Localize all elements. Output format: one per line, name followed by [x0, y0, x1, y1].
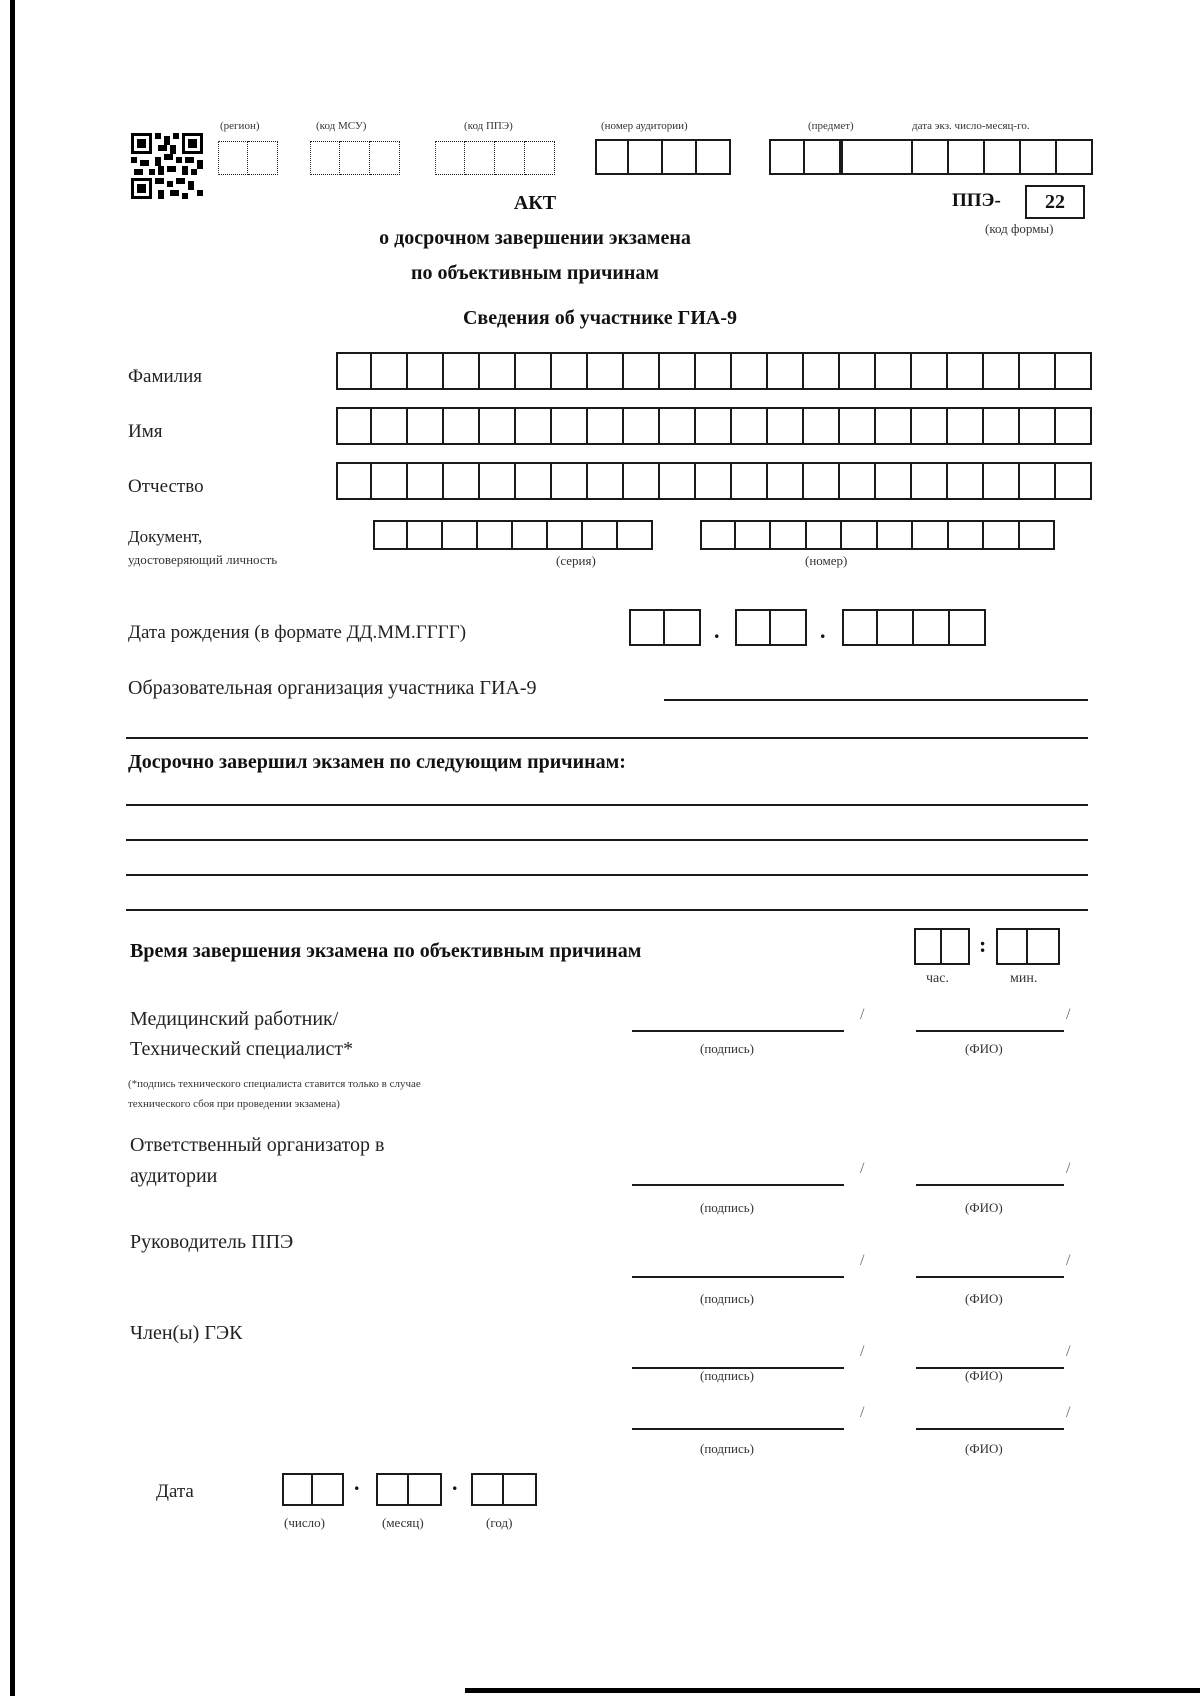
form-code-box: 22 [1025, 185, 1085, 219]
ppe-cell[interactable] [465, 141, 495, 175]
head-label: Руководитель ППЭ [130, 1231, 294, 1253]
medic-label: Медицинский работник/ [130, 1008, 339, 1030]
signature-caption: (подпись) [700, 1291, 754, 1306]
series-cell[interactable] [373, 520, 408, 550]
birth-year-cell[interactable] [842, 609, 878, 646]
letter-cell[interactable] [984, 407, 1020, 445]
auditorium-cell[interactable] [663, 139, 697, 175]
birth-month-boxes [735, 609, 807, 646]
letter-cell[interactable] [480, 352, 516, 390]
date-year-cell[interactable] [471, 1473, 504, 1506]
letter-cell[interactable] [588, 407, 624, 445]
series-cell[interactable] [583, 520, 618, 550]
signature-caption: (подпись) [700, 1041, 754, 1056]
hours-caption: час. [926, 971, 949, 986]
series-caption: (серия) [556, 553, 596, 568]
birth-month-cell[interactable] [771, 609, 807, 646]
date-label: Дата [156, 1481, 194, 1502]
fio-caption: (ФИО) [965, 1441, 1003, 1456]
number-cell[interactable] [842, 520, 878, 550]
letter-cell[interactable] [876, 462, 912, 500]
letter-cell[interactable] [552, 462, 588, 500]
letter-cell[interactable] [696, 352, 732, 390]
exam-date-cell[interactable] [949, 139, 985, 175]
letter-cell[interactable] [804, 407, 840, 445]
birth-date-dot: . [820, 618, 826, 643]
minutes-cell[interactable] [996, 928, 1028, 965]
auditorium-cell[interactable] [595, 139, 629, 175]
gek-label: Член(ы) ГЭК [130, 1322, 243, 1344]
auditorium-cell[interactable] [629, 139, 663, 175]
subject-cell[interactable] [769, 139, 805, 175]
hours-cell[interactable] [914, 928, 942, 965]
act-subtitle-2: по объективным причинам [410, 262, 660, 284]
letter-cell[interactable] [408, 462, 444, 500]
letter-cell[interactable] [336, 352, 372, 390]
subject-label: (предмет) [808, 120, 854, 132]
signature-caption: (подпись) [700, 1368, 754, 1383]
letter-cell[interactable] [696, 407, 732, 445]
scan-border-bottom [465, 1688, 1200, 1693]
letter-cell[interactable] [1056, 462, 1092, 500]
letter-cell[interactable] [984, 462, 1020, 500]
birthdate-label: Дата рождения (в формате ДД.ММ.ГГГГ) [128, 622, 467, 643]
slash: / [1066, 1404, 1071, 1421]
date-month-boxes [376, 1473, 442, 1506]
slash: / [860, 1404, 865, 1421]
year-caption: (год) [486, 1515, 513, 1530]
letter-cell[interactable] [876, 352, 912, 390]
letter-cell[interactable] [840, 462, 876, 500]
auditorium-cell[interactable] [697, 139, 731, 175]
patronymic-boxes [336, 462, 1092, 500]
date-dot: . [354, 1470, 360, 1495]
signature-caption: (подпись) [700, 1441, 754, 1456]
number-cell[interactable] [913, 520, 949, 550]
org-line[interactable] [664, 699, 1088, 701]
region-label: (регион) [220, 120, 260, 132]
patronymic-label: Отчество [128, 476, 204, 497]
time-separator: : [979, 932, 987, 957]
month-caption: (месяц) [382, 1515, 424, 1530]
exam-date-cell[interactable] [985, 139, 1021, 175]
organizer-signature-line[interactable] [632, 1184, 844, 1186]
number-cell[interactable] [807, 520, 843, 550]
birth-year-cell[interactable] [878, 609, 914, 646]
letter-cell[interactable] [768, 462, 804, 500]
series-cell[interactable] [618, 520, 653, 550]
date-dot: . [452, 1470, 458, 1495]
series-cell[interactable] [443, 520, 478, 550]
signature-caption: (подпись) [700, 1200, 754, 1215]
date-month-cell[interactable] [409, 1473, 442, 1506]
letter-cell[interactable] [840, 407, 876, 445]
letter-cell[interactable] [336, 407, 372, 445]
participant-section-title: Сведения об участнике ГИА-9 [462, 307, 738, 329]
act-title: АКТ [513, 192, 557, 214]
letter-cell[interactable] [480, 462, 516, 500]
date-year-cell[interactable] [504, 1473, 537, 1506]
head-fio-line[interactable] [916, 1276, 1064, 1278]
msu-code-boxes [310, 141, 400, 175]
region-cell[interactable] [218, 141, 248, 175]
minutes-caption: мин. [1010, 971, 1038, 986]
subject-cell[interactable] [805, 139, 841, 175]
organizer-label-2: аудитории [130, 1165, 218, 1187]
organizer-fio-line[interactable] [916, 1184, 1064, 1186]
letter-cell[interactable] [1020, 407, 1056, 445]
date-day-cell[interactable] [282, 1473, 313, 1506]
letter-cell[interactable] [516, 462, 552, 500]
exam-date-cell[interactable] [1021, 139, 1057, 175]
number-cell[interactable] [736, 520, 772, 550]
birth-date-dot: . [714, 618, 720, 643]
letter-cell[interactable] [948, 462, 984, 500]
medic-fio-line[interactable] [916, 1030, 1064, 1032]
letter-cell[interactable] [912, 462, 948, 500]
letter-cell[interactable] [948, 407, 984, 445]
letter-cell[interactable] [624, 352, 660, 390]
letter-cell[interactable] [732, 407, 768, 445]
letter-cell[interactable] [624, 462, 660, 500]
letter-cell[interactable] [768, 352, 804, 390]
slash: / [1066, 1006, 1071, 1023]
hours-boxes [914, 928, 970, 965]
ppe-cell[interactable] [435, 141, 465, 175]
letter-cell[interactable] [1020, 462, 1056, 500]
birth-year-boxes [842, 609, 986, 646]
date-day-boxes [282, 1473, 344, 1506]
minutes-boxes [996, 928, 1060, 965]
form-code-caption: (код формы) [985, 221, 1054, 236]
letter-cell[interactable] [516, 352, 552, 390]
msu-cell[interactable] [370, 141, 400, 175]
form-code-prefix: ППЭ- [952, 190, 1001, 211]
gek-signature-line-2[interactable] [632, 1428, 844, 1430]
birth-month-cell[interactable] [735, 609, 771, 646]
date-month-cell[interactable] [376, 1473, 409, 1506]
birth-year-cell[interactable] [914, 609, 950, 646]
slash: / [860, 1343, 865, 1360]
number-caption: (номер) [805, 553, 848, 568]
fio-caption: (ФИО) [965, 1200, 1003, 1215]
exam-date-cell[interactable] [913, 139, 949, 175]
minutes-cell[interactable] [1028, 928, 1060, 965]
exam-date-boxes [841, 139, 1093, 175]
letter-cell[interactable] [660, 352, 696, 390]
head-signature-line[interactable] [632, 1276, 844, 1278]
surname-label: Фамилия [128, 366, 203, 387]
slash: / [1066, 1252, 1071, 1269]
slash: / [1066, 1343, 1071, 1360]
birth-day-cell[interactable] [629, 609, 665, 646]
document-label: Документ, [128, 527, 203, 546]
letter-cell[interactable] [372, 352, 408, 390]
surname-boxes [336, 352, 1092, 390]
region-cell[interactable] [248, 141, 278, 175]
technician-label: Технический специалист* [130, 1038, 354, 1060]
slash: / [860, 1160, 865, 1177]
letter-cell[interactable] [444, 352, 480, 390]
letter-cell[interactable] [732, 462, 768, 500]
letter-cell[interactable] [516, 407, 552, 445]
birth-day-cell[interactable] [665, 609, 701, 646]
ppe-code-label: (код ППЭ) [464, 120, 513, 132]
time-heading: Время завершения экзамена по объективным причинам [130, 940, 642, 962]
number-cell[interactable] [700, 520, 736, 550]
letter-cell[interactable] [408, 352, 444, 390]
letter-cell[interactable] [444, 462, 480, 500]
number-cell[interactable] [949, 520, 985, 550]
auditorium-label: (номер аудитории) [601, 120, 688, 132]
letter-cell[interactable] [480, 407, 516, 445]
letter-cell[interactable] [624, 407, 660, 445]
number-cell[interactable] [1020, 520, 1056, 550]
letter-cell[interactable] [876, 407, 912, 445]
reason-line[interactable] [126, 874, 1088, 876]
letter-cell[interactable] [588, 462, 624, 500]
fio-caption: (ФИО) [965, 1368, 1003, 1383]
document-label-sub: удостоверяющий личность [128, 552, 278, 567]
series-cell[interactable] [548, 520, 583, 550]
hours-cell[interactable] [942, 928, 970, 965]
letter-cell[interactable] [912, 407, 948, 445]
msu-cell[interactable] [340, 141, 370, 175]
msu-code-label: (код МСУ) [316, 120, 367, 132]
slash: / [860, 1006, 865, 1023]
ppe-cell[interactable] [525, 141, 555, 175]
number-cell[interactable] [984, 520, 1020, 550]
letter-cell[interactable] [1056, 352, 1092, 390]
reason-line[interactable] [126, 839, 1088, 841]
medic-signature-line[interactable] [632, 1030, 844, 1032]
subject-boxes [769, 139, 841, 175]
gek-fio-line-2[interactable] [916, 1428, 1064, 1430]
letter-cell[interactable] [912, 352, 948, 390]
letter-cell[interactable] [1020, 352, 1056, 390]
slash: / [1066, 1160, 1071, 1177]
series-cell[interactable] [478, 520, 513, 550]
exam-date-cell[interactable] [841, 139, 913, 175]
org-line-2[interactable] [126, 737, 1088, 739]
series-cell[interactable] [513, 520, 548, 550]
reason-line[interactable] [126, 909, 1088, 911]
msu-cell[interactable] [310, 141, 340, 175]
act-subtitle-1: о досрочном завершении экзамена [379, 227, 691, 249]
name-boxes [336, 407, 1092, 445]
letter-cell[interactable] [948, 352, 984, 390]
region-code-boxes [218, 141, 278, 175]
qr-code-icon [131, 133, 203, 199]
letter-cell[interactable] [732, 352, 768, 390]
letter-cell[interactable] [804, 462, 840, 500]
letter-cell[interactable] [552, 352, 588, 390]
letter-cell[interactable] [372, 462, 408, 500]
ppe-cell[interactable] [495, 141, 525, 175]
auditorium-boxes [595, 139, 731, 175]
number-cell[interactable] [771, 520, 807, 550]
org-label: Образовательная организация участника ГИА-9 [128, 677, 537, 699]
scan-border-left [10, 0, 15, 1696]
ppe-code-boxes [435, 141, 555, 175]
reasons-heading: Досрочно завершил экзамен по следующим причинам: [128, 751, 626, 773]
letter-cell[interactable] [552, 407, 588, 445]
letter-cell[interactable] [372, 407, 408, 445]
letter-cell[interactable] [660, 462, 696, 500]
birth-day-boxes [629, 609, 701, 646]
name-label: Имя [128, 421, 163, 442]
fio-caption: (ФИО) [965, 1291, 1003, 1306]
letter-cell[interactable] [588, 352, 624, 390]
letter-cell[interactable] [804, 352, 840, 390]
letter-cell[interactable] [408, 407, 444, 445]
day-caption: (число) [284, 1515, 325, 1530]
birth-year-cell[interactable] [950, 609, 986, 646]
date-day-cell[interactable] [313, 1473, 344, 1506]
organizer-label: Ответственный организатор в [130, 1134, 385, 1156]
technician-note-2: технического сбоя при проведении экзамена) [128, 1098, 340, 1110]
number-cell[interactable] [878, 520, 914, 550]
letter-cell[interactable] [984, 352, 1020, 390]
letter-cell[interactable] [696, 462, 732, 500]
technician-note-1: (*подпись технического специалиста ставится только в случае [128, 1078, 421, 1090]
series-cell[interactable] [408, 520, 443, 550]
reason-line[interactable] [126, 804, 1088, 806]
slash: / [860, 1252, 865, 1269]
letter-cell[interactable] [444, 407, 480, 445]
letter-cell[interactable] [840, 352, 876, 390]
fio-caption: (ФИО) [965, 1041, 1003, 1056]
letter-cell[interactable] [1056, 407, 1092, 445]
letter-cell[interactable] [768, 407, 804, 445]
exam-date-cell[interactable] [1057, 139, 1093, 175]
letter-cell[interactable] [660, 407, 696, 445]
exam-date-label: дата экз. число-месяц-го. [912, 120, 1030, 132]
document-series-boxes [373, 520, 653, 550]
document-number-boxes [700, 520, 1055, 550]
letter-cell[interactable] [336, 462, 372, 500]
date-year-boxes [471, 1473, 537, 1506]
